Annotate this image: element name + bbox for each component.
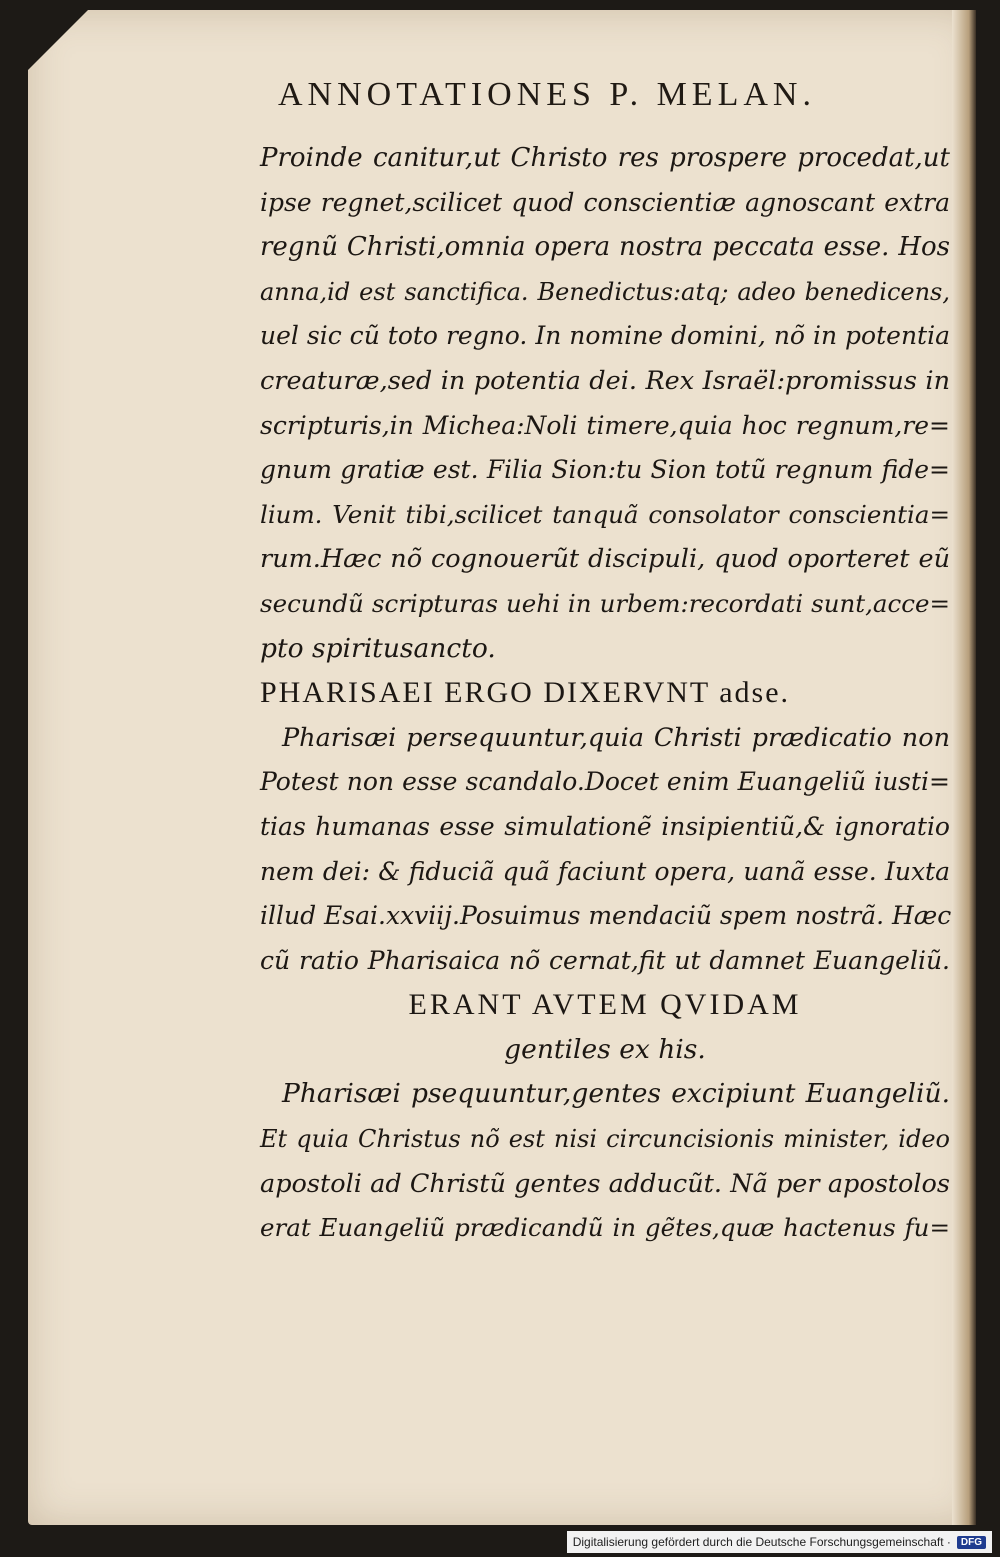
text-line: erat Euangeliũ prædicandũ in gẽtes,quæ hactenus fu=	[260, 1213, 950, 1243]
text-line: scripturis,in Michea:Noli timere,quia hoc regnum,re=	[260, 410, 950, 440]
text-line: lium. Venit tibi,scilicet tanquã consolator conscientia=	[260, 499, 950, 529]
running-head: ANNOTATIONES P. MELAN.	[278, 76, 816, 113]
text-line: ipse regnet,scilicet quod conscientiæ agnoscant extra	[260, 187, 950, 217]
lemma-heading: PHARISAEI ERGO DIXERVNT adse.	[260, 676, 791, 710]
text-line: Pharisæi persequuntur,quia Christi prædicatio non	[282, 722, 950, 753]
lemma-heading: ERANT AVTEM QVIDAM	[408, 988, 802, 1022]
text-block	[260, 136, 950, 1251]
book-page	[28, 10, 976, 1525]
text-line: creaturæ,sed in potentia dei. Rex Israël:promissus in	[260, 365, 950, 396]
text-line: tias humanas esse simulationẽ insipientiũ,& ignoratio	[260, 811, 950, 841]
text-line: Proinde canitur,ut Christo res prospere procedat,ut	[260, 143, 950, 173]
text-line: anna,id est sanctifica. Benedictus:atq; adeo benedicens,	[260, 277, 950, 306]
text-line: Pharisæi psequuntur,gentes excipiunt Euangeliũ.	[282, 1078, 950, 1110]
text-line: rum.Hæc nõ cognouerũt discipuli, quod oporteret eũ	[260, 544, 950, 575]
text-line: apostoli ad Christũ gentes adducũt. Nã per apostolos	[260, 1168, 950, 1199]
folded-corner	[28, 10, 88, 70]
text-line: cũ ratio Pharisaica nõ cernat,fit ut damnet Euangeliũ.	[260, 945, 950, 975]
text-line: gnum gratiæ est. Filia Sion:tu Sion totũ regnum fide=	[260, 455, 950, 485]
text-line: uel sic cũ toto regno. In nomine domini, nõ in potentia	[260, 321, 950, 351]
dfg-logo: DFG	[957, 1536, 986, 1549]
text-line: Potest non esse scandalo.Docet enim Euangeliũ iusti=	[260, 767, 950, 797]
text-line: regnũ Christi,omnia opera nostra peccata esse. Hos	[260, 232, 950, 263]
text-line: illud Esai.xxviij.Posuimus mendaciũ spem nostrã. Hæc	[260, 901, 952, 931]
digitization-footer	[567, 1531, 992, 1553]
text-line: nem dei: & fiduciã quã faciunt opera, uanã esse. Iuxta	[260, 856, 950, 886]
text-line: Et quia Christus nõ est nisi circuncisionis minister, ideo	[260, 1125, 950, 1154]
lemma-heading-continuation: gentiles ex his.	[504, 1033, 706, 1065]
text-line: secundũ scripturas uehi in urbem:recordati sunt,acce=	[260, 588, 950, 618]
footer-credit: Digitalisierung gefördert durch die Deutsche Forschungsgemeinschaft ·	[572, 1535, 951, 1549]
page-gutter-shadow	[952, 10, 976, 1525]
text-line: pto spiritusancto.	[260, 632, 496, 664]
